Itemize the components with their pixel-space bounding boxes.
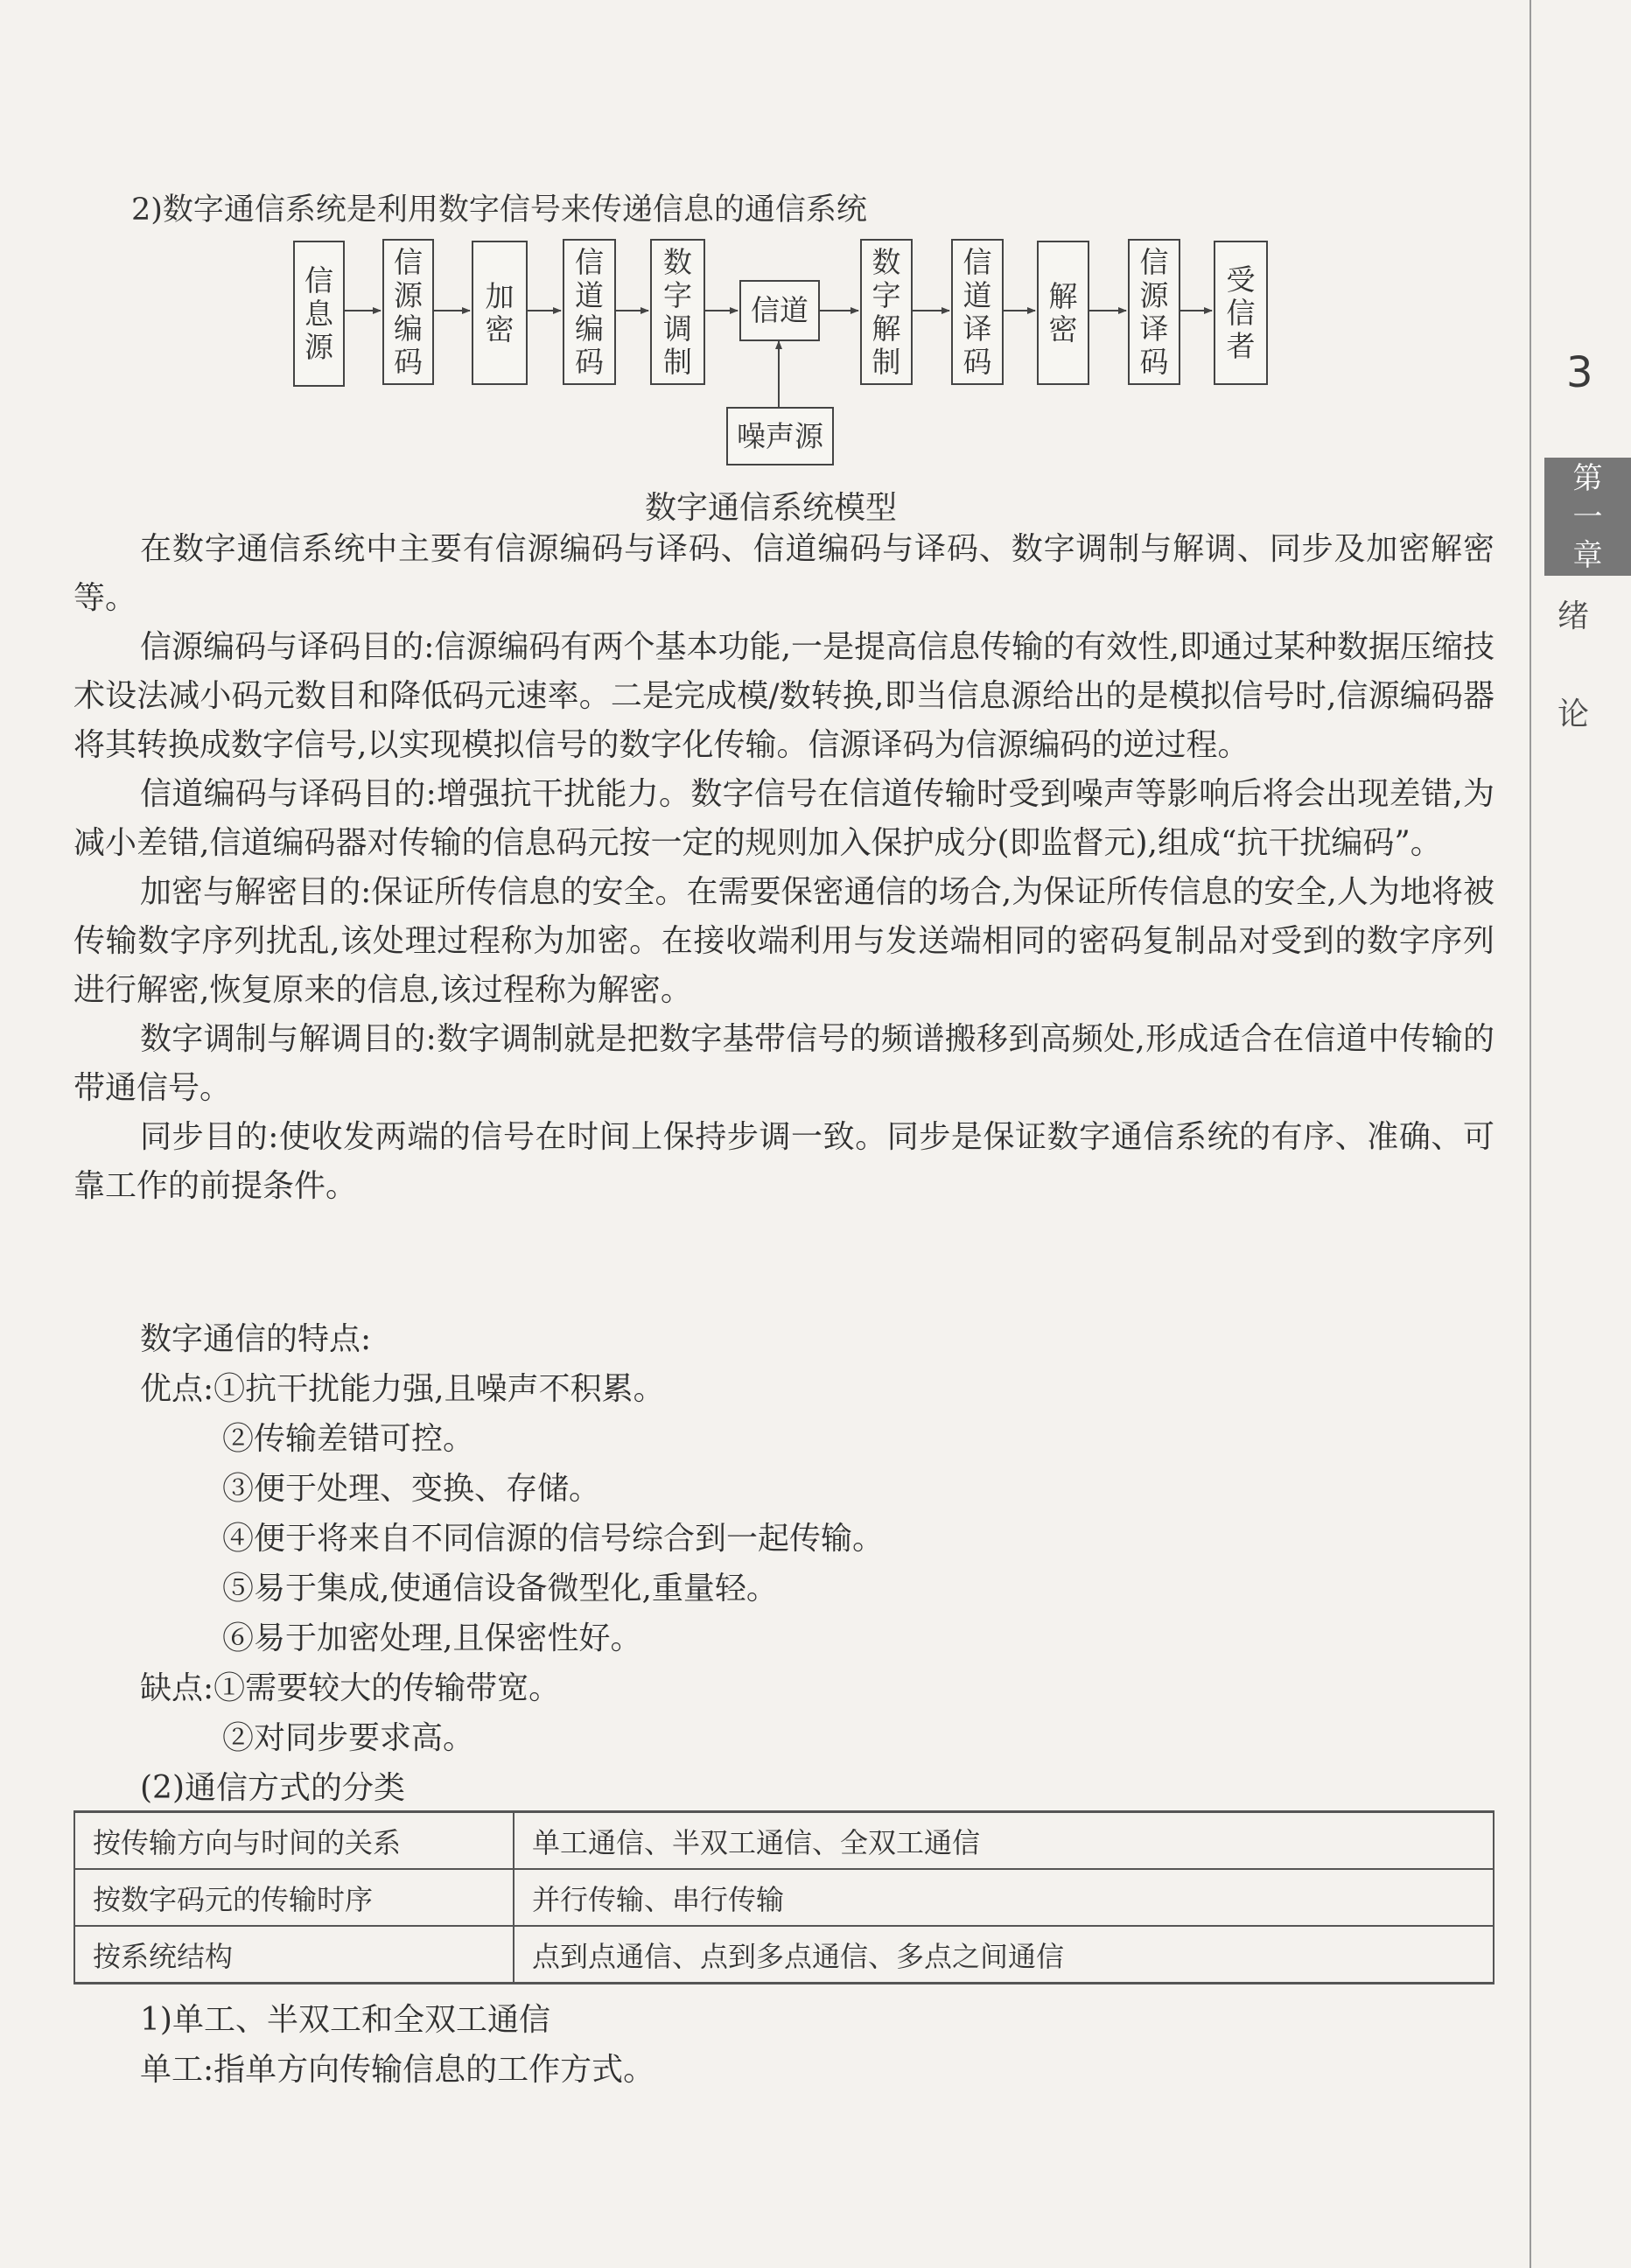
chapter-name [1556, 593, 1591, 789]
body-paragraphs [74, 525, 1494, 1211]
paragraph: 加密与解密目的:保证所传信息的安全。在需要保密通信的场合,为保证所传信息的安全,人为地将被传输数字序列扰乱,该处理过程称为加密。在接收端利用与发送端相同的密码复制品对受到的数字序列进行解密,恢复原来的信息,该过程称为解密。 [74, 874, 1494, 1008]
table-cell-criterion: 按系统结构 [74, 1926, 514, 1984]
diagram-box-channel: 信道 [739, 280, 820, 341]
paragraph: 信源编码与译码目的:信源编码有两个基本功能,一是提高信息传输的有效性,即通过某种数据压缩技术设法减小码元数目和降低码元速率。二是完成模/数转换,即当信息源给出的是模拟信号时,信源编码器将其转换成数字信号,以实现模拟信号的数字化传输。信源译码为信源编码的逆过程。 [74, 629, 1494, 763]
diagram-box-digital-modulation: 数字调制 [650, 239, 705, 385]
disadvantages-label: 缺点: [140, 1670, 214, 1706]
chapter-name-char: 论 [1557, 696, 1589, 732]
advantage-item: ⑥易于加密处理,且保密性好。 [222, 1620, 642, 1656]
subsection-text: 单工:指单方向传输信息的工作方式。 [140, 2052, 655, 2088]
disadvantage-item: ①需要较大的传输带宽。 [214, 1670, 561, 1706]
disadvantage-row [74, 1663, 1494, 1713]
diagram-box-noise-source: 噪声源 [726, 407, 834, 466]
advantage-item: ②传输差错可控。 [222, 1421, 475, 1457]
features-list [74, 1314, 1494, 1813]
paragraph: 信道编码与译码目的:增强抗干扰能力。数字信号在信道传输时受到噪声等影响后将会出现差错,为减小差错,信道编码器对传输的信息码元按一定的规则加入保护成分(即监督元),组成“抗干扰编码”。 [74, 776, 1494, 861]
paragraph: 同步目的:使收发两端的信号在时间上保持步调一致。同步是保证数字通信系统的有序、准确、可靠工作的前提条件。 [74, 1119, 1494, 1204]
advantage-item: ③便于处理、变换、存储。 [222, 1471, 601, 1507]
paragraph: 在数字通信系统中主要有信源编码与译码、信道编码与译码、数字调制与解调、同步及加密解密等。 [74, 531, 1494, 616]
table-row [74, 1812, 1494, 1870]
diagram-box-receiver: 受信者 [1214, 241, 1268, 385]
advantage-item: ④便于将来自不同信源的信号综合到一起传输。 [222, 1521, 885, 1557]
advantages-label: 优点: [140, 1371, 214, 1407]
diagram-arrows [0, 0, 1631, 472]
diagram-box-source-decoding: 信源译码 [1128, 239, 1180, 385]
chapter-tab-char: 一 [1572, 499, 1603, 535]
diagram-box-channel-encoding: 信道编码 [563, 239, 616, 385]
subsection-block [74, 1995, 1494, 2095]
chapter-tab [1544, 458, 1631, 576]
chapter-name-char: 绪 [1557, 598, 1589, 634]
diagram-box-digital-demodulation: 数字解制 [860, 239, 913, 385]
system-diagram [0, 0, 1631, 472]
table-cell-types: 点到点通信、点到多点通信、多点之间通信 [514, 1926, 1494, 1984]
table-cell-criterion: 按传输方向与时间的关系 [74, 1812, 514, 1870]
diagram-caption: 数字通信系统模型 [645, 490, 898, 526]
advantage-item: ⑤易于集成,使通信设备微型化,重量轻。 [222, 1571, 778, 1606]
table-row [74, 1926, 1494, 1984]
section-title: 2)数字通信系统是利用数字信号来传递信息的通信系统 [131, 192, 867, 228]
diagram-box-source-encoding: 信源编码 [382, 239, 434, 385]
paragraph: 数字调制与解调目的:数字调制就是把数字基带信号的频谱搬移到高频处,形成适合在信道中传输的带通信号。 [74, 1021, 1494, 1106]
diagram-box-decryption: 解密 [1037, 241, 1089, 385]
features-title: 数字通信的特点: [140, 1321, 372, 1357]
diagram-box-source: 信息源 [293, 241, 345, 387]
classification-title: (2)通信方式的分类 [140, 1770, 405, 1806]
advantage-item: ①抗干扰能力强,且噪声不积累。 [214, 1371, 665, 1407]
disadvantage-item: ②对同步要求高。 [222, 1720, 475, 1756]
advantage-row [74, 1364, 1494, 1414]
table-row [74, 1869, 1494, 1926]
classification-table [74, 1810, 1494, 1984]
diagram-box-channel-decoding: 信道译码 [951, 239, 1004, 385]
subsection-title: 1)单工、半双工和全双工通信 [140, 2002, 550, 2038]
chapter-tab-char: 第 [1572, 460, 1603, 496]
table-cell-criterion: 按数字码元的传输时序 [74, 1869, 514, 1926]
diagram-box-encryption: 加密 [472, 241, 528, 385]
table-cell-types: 单工通信、半双工通信、全双工通信 [514, 1812, 1494, 1870]
page-number: 3 [1566, 348, 1593, 397]
chapter-tab-char: 章 [1572, 537, 1603, 573]
table-cell-types: 并行传输、串行传输 [514, 1869, 1494, 1926]
